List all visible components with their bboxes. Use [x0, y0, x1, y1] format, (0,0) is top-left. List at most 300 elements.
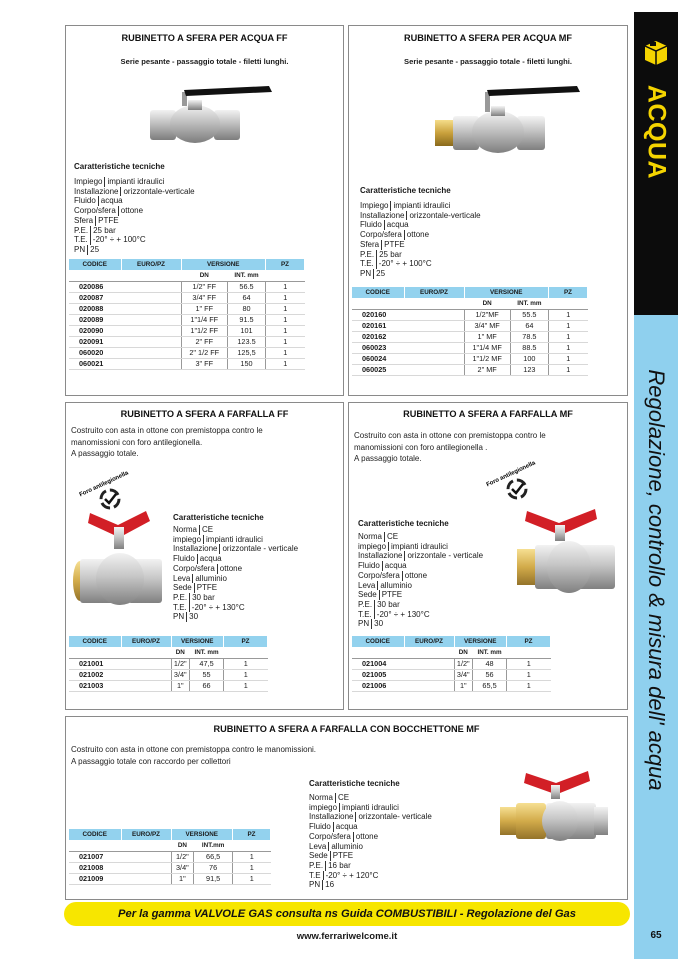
column-subheader-int: INT. mm: [473, 647, 507, 658]
spec-row: [74, 235, 195, 245]
footer-gas-banner: Per la gamma VALVOLE GAS consulta ns Guida COMBUSTIBILI - Regolazione del Gas: [64, 902, 630, 926]
cell-codice: 021008: [69, 862, 121, 873]
spec-row: [358, 581, 483, 591]
spec-row: [309, 822, 432, 832]
cell-codice: 020162: [352, 331, 404, 342]
cell-pz: 1: [266, 292, 305, 303]
column-header-pz: PZ: [224, 636, 268, 647]
cell-pz: 1: [224, 680, 268, 691]
column-subheader-dn: DN: [181, 270, 228, 281]
cell-pz: 1: [507, 680, 551, 691]
cell-int: 66,5: [194, 851, 233, 862]
column-subheader-int: INT. mm: [190, 647, 224, 658]
spec-key: PN: [358, 619, 372, 629]
column-header-euro: EURO/PZ: [121, 829, 171, 840]
spec-value: orizzontale- verticale: [358, 812, 432, 822]
cell-dn: 3/4" FF: [181, 292, 228, 303]
spec-row: [173, 603, 298, 613]
cell-pz: 1: [266, 336, 305, 347]
spec-row: [309, 803, 432, 813]
column-header-pz: PZ: [266, 259, 305, 270]
spec-key: Sede: [358, 590, 380, 600]
spec-row: [74, 245, 195, 255]
svg-text:Foro antilegionella: Foro antilegionella: [485, 460, 537, 489]
product-table: [69, 259, 305, 370]
panel-title: RUBINETTO A SFERA A FARFALLA FF: [120, 409, 289, 419]
spec-value: alluminio: [380, 580, 412, 590]
column-subheader-int: INT. mm: [510, 298, 548, 309]
cell-codice: 060021: [69, 358, 121, 369]
cell-codice: 021001: [69, 658, 121, 669]
spec-key: P.E.: [358, 600, 375, 610]
cell-dn: 2" FF: [181, 336, 228, 347]
spec-row: [173, 564, 298, 574]
cell-int: 47,5: [190, 658, 224, 669]
cell-codice: 021004: [352, 658, 404, 669]
spec-key: T.E: [309, 871, 324, 881]
cell-int: 64: [228, 292, 266, 303]
table-row: [69, 862, 271, 873]
table-row: [352, 658, 551, 669]
tech-specs-title: Caratteristiche tecniche: [309, 779, 400, 788]
column-subheader-dn: DN: [171, 647, 190, 658]
page-number: 65: [650, 930, 662, 941]
spec-key: Fluido: [74, 196, 99, 206]
cell-dn: 2" MF: [464, 364, 510, 375]
panel-subtitle: Serie pesante - passaggio totale - filetti lunghi.: [120, 57, 289, 66]
spec-key: Norma: [173, 525, 200, 535]
spec-row: [358, 590, 483, 600]
spec-key: PN: [360, 269, 374, 279]
section-title-vertical: Regolazione, controllo & misura dell' acqua: [644, 369, 669, 791]
column-header-codice: CODICE: [69, 636, 121, 647]
tech-specs-list: [309, 793, 432, 890]
cell-int: 100: [510, 353, 548, 364]
cell-dn: 1/2": [171, 658, 190, 669]
spec-row: [360, 269, 481, 279]
cell-pz: 1: [549, 309, 588, 320]
cell-dn: 1" FF: [181, 303, 228, 314]
cell-pz: 1: [224, 658, 268, 669]
cell-pz: 1: [549, 364, 588, 375]
cell-dn: 1/2" FF: [181, 281, 228, 292]
column-subheader-dn: DN: [464, 298, 510, 309]
cell-codice: 060020: [69, 347, 121, 358]
panel-title: RUBINETTO A SFERA A FARFALLA CON BOCCHETTONE MF: [213, 724, 480, 734]
spec-key: Leva: [309, 842, 329, 852]
cell-dn: 3/4" MF: [464, 320, 510, 331]
spec-row: [309, 861, 432, 871]
panel-title: RUBINETTO A SFERA PER ACQUA FF: [121, 33, 288, 43]
spec-value: orizzontale-verticale: [409, 210, 481, 220]
spec-row: [74, 187, 195, 197]
spec-key: Norma: [358, 532, 385, 542]
spec-row: [309, 812, 432, 822]
spec-row: [309, 871, 432, 881]
spec-value: -20° ÷ + 100°C: [92, 235, 146, 245]
cell-codice: 021009: [69, 873, 121, 884]
cell-dn: 1": [171, 873, 194, 884]
column-header-euro: EURO/PZ: [121, 259, 181, 270]
spec-value: alluminio: [331, 841, 363, 851]
spec-value: impianti idraulici: [206, 534, 263, 544]
cell-codice: 060024: [352, 353, 404, 364]
spec-key: T.E.: [173, 603, 190, 613]
tech-specs-list: [173, 525, 298, 622]
table-row: [69, 873, 271, 884]
spec-row: [309, 842, 432, 852]
spec-row: [173, 612, 298, 622]
column-header-versione: VERSIONE: [464, 287, 549, 298]
cell-dn: 2" 1/2 FF: [181, 347, 228, 358]
spec-key: impiego: [173, 535, 204, 545]
spec-value: acqua: [100, 196, 123, 206]
spec-key: Corpo/sfera: [309, 832, 354, 842]
table-row: [69, 358, 305, 369]
cell-pz: 1: [266, 325, 305, 336]
cell-int: 56: [473, 669, 507, 680]
table-row: [69, 292, 305, 303]
cell-dn: 3/4": [171, 862, 194, 873]
cell-codice: 020161: [352, 320, 404, 331]
spec-key: P.E.: [173, 593, 190, 603]
spec-row: [358, 610, 483, 620]
spec-row: [360, 201, 481, 211]
spec-row: [360, 240, 481, 250]
spec-key: PN: [173, 612, 187, 622]
product-table: [69, 636, 268, 692]
spec-row: [309, 851, 432, 861]
spec-value: 25: [376, 268, 386, 278]
cell-int: 76: [194, 862, 233, 873]
cell-int: 91,5: [194, 873, 233, 884]
spec-value: alluminio: [195, 573, 227, 583]
spec-key: Fluido: [358, 561, 383, 571]
cell-int: 56.5: [228, 281, 266, 292]
spec-row: [360, 230, 481, 240]
cell-codice: 060023: [352, 342, 404, 353]
spec-value: -20° ÷ + 120°C: [325, 870, 379, 880]
table-row: [69, 851, 271, 862]
cell-dn: 1"1/4 FF: [181, 314, 228, 325]
cell-int: 80: [228, 303, 266, 314]
table-row: [69, 281, 305, 292]
svg-text:Foro antilegionella: Foro antilegionella: [78, 470, 130, 499]
spec-key: Corpo/sfera: [173, 564, 218, 574]
column-subheader-int: INT. mm: [228, 270, 266, 281]
butterfly-valve-ff-image: [70, 503, 170, 611]
spec-row: [309, 880, 432, 890]
cell-pz: 1: [266, 358, 305, 369]
spec-row: [358, 551, 483, 561]
spec-value: orizzontale - verticale: [407, 551, 484, 561]
spec-value: impianti idraulici: [393, 201, 451, 210]
cell-codice: 020160: [352, 309, 404, 320]
spec-value: 30: [374, 619, 384, 629]
spec-value: 16: [325, 880, 335, 890]
spec-key: T.E.: [74, 235, 91, 245]
spec-value: PTFE: [98, 215, 119, 225]
spec-value: ottone: [355, 831, 379, 841]
panel-butterfly-valve-mf: [348, 402, 628, 710]
column-header-codice: CODICE: [69, 259, 121, 270]
cell-pz: 1: [549, 320, 588, 331]
spec-value: PTFE: [381, 590, 403, 600]
table-row: [69, 314, 305, 325]
spec-row: [309, 832, 432, 842]
cell-pz: 1: [266, 281, 305, 292]
tech-specs-list: [360, 201, 481, 279]
spec-value: -20° ÷ + 100°C: [378, 259, 432, 269]
spec-row: [358, 561, 483, 571]
spec-row: [358, 532, 483, 542]
spec-key: PN: [309, 880, 323, 890]
cell-pz: 1: [266, 314, 305, 325]
cell-pz: 1: [233, 862, 271, 873]
column-header-pz: PZ: [507, 636, 551, 647]
spec-key: Impiego: [74, 177, 105, 187]
column-header-versione: VERSIONE: [181, 259, 266, 270]
cell-dn: 1": [454, 680, 473, 691]
cell-pz: 1: [224, 669, 268, 680]
spec-row: [360, 250, 481, 260]
spec-key: Installazione: [173, 544, 220, 554]
spec-key: Corpo/sfera: [74, 206, 119, 216]
table-row: [69, 658, 268, 669]
spec-row: [360, 211, 481, 221]
cell-codice: 021007: [69, 851, 121, 862]
spec-row: [173, 535, 298, 545]
column-header-codice: CODICE: [69, 829, 121, 840]
spec-row: [358, 619, 483, 629]
cell-int: 48: [473, 658, 507, 669]
cell-int: 101: [228, 325, 266, 336]
spec-value: CE: [202, 525, 214, 534]
spec-key: Installazione: [358, 551, 405, 561]
spec-key: Fluido: [173, 554, 198, 564]
category-sidebar: [634, 0, 678, 959]
tech-specs-title: Caratteristiche tecniche: [358, 519, 449, 528]
panel-butterfly-valve-union-mf: [65, 716, 628, 900]
spec-row: [360, 220, 481, 230]
column-header-pz: PZ: [549, 287, 588, 298]
table-row: [352, 353, 588, 364]
table-row: [69, 347, 305, 358]
product-table: [69, 829, 271, 885]
panel-description: Costruito con asta in ottone con premistoppa contro le manomissioni con foro antilegionella . A passaggio totale.: [354, 431, 546, 463]
column-header-pz: PZ: [233, 829, 271, 840]
spec-key: Sfera: [360, 240, 382, 250]
spec-value: acqua: [384, 561, 407, 571]
cell-dn: 1"1/2 FF: [181, 325, 228, 336]
spec-value: CE: [387, 532, 399, 541]
spec-value: ottone: [404, 570, 428, 580]
spec-value: PTFE: [196, 583, 218, 593]
cell-dn: 3" FF: [181, 358, 228, 369]
spec-row: [173, 554, 298, 564]
column-header-codice: CODICE: [352, 287, 404, 298]
cell-int: 55: [190, 669, 224, 680]
cell-pz: 1: [233, 851, 271, 862]
spec-value: -20° ÷ + 130°C: [191, 602, 245, 612]
tech-specs-list: [74, 177, 195, 255]
cell-codice: 020089: [69, 314, 121, 325]
spec-key: impiego: [358, 542, 389, 552]
spec-key: Leva: [173, 574, 193, 584]
spec-key: Installazione: [309, 812, 356, 822]
valve-ff-image: [144, 80, 274, 150]
cell-codice: 021002: [69, 669, 121, 680]
column-subheader-dn: DN: [454, 647, 473, 658]
table-row: [352, 364, 588, 375]
column-subheader-int: INT.mm: [194, 840, 233, 851]
spec-key: Norma: [309, 793, 336, 803]
spec-key: PN: [74, 245, 88, 255]
product-table: [352, 287, 588, 376]
cell-pz: 1: [266, 347, 305, 358]
panel-title: RUBINETTO A SFERA A FARFALLA MF: [403, 409, 573, 419]
table-row: [352, 669, 551, 680]
spec-value: ottone: [406, 230, 430, 240]
spec-key: Corpo/sfera: [360, 230, 405, 240]
tech-specs-title: Caratteristiche tecniche: [173, 513, 264, 522]
column-subheader-dn: DN: [171, 840, 194, 851]
cell-dn: 1/2": [171, 851, 194, 862]
spec-value: acqua: [335, 822, 358, 832]
spec-value: orizzontale-verticale: [123, 186, 195, 196]
cell-int: 78.5: [510, 331, 548, 342]
cell-dn: 1": [171, 680, 190, 691]
water-tank-icon: [641, 38, 671, 66]
panel-ball-valve-mf: [348, 25, 628, 396]
table-row: [69, 680, 268, 691]
cell-codice: 060025: [352, 364, 404, 375]
cell-int: 150: [228, 358, 266, 369]
table-row: [352, 309, 588, 320]
spec-key: Sede: [309, 851, 331, 861]
spec-row: [74, 226, 195, 236]
column-header-codice: CODICE: [352, 636, 404, 647]
cell-codice: 021005: [352, 669, 404, 680]
column-header-euro: EURO/PZ: [404, 636, 454, 647]
cell-codice: 020091: [69, 336, 121, 347]
cell-pz: 1: [549, 342, 588, 353]
spec-value: PTFE: [332, 851, 354, 861]
spec-value: PTFE: [384, 239, 405, 249]
spec-value: orizzontale - verticale: [222, 544, 299, 554]
panel-description: Costruito con asta in ottone con premistoppa contro le manomissioni con foro antilegionella. A passaggio totale.: [71, 426, 263, 458]
column-header-versione: VERSIONE: [454, 636, 507, 647]
valve-mf-image: [433, 80, 583, 162]
panel-ball-valve-ff: [65, 25, 344, 396]
tech-specs-list: [358, 532, 483, 629]
spec-value: 25: [90, 244, 100, 254]
cell-int: 65,5: [473, 680, 507, 691]
cell-dn: 1/2"MF: [464, 309, 510, 320]
cell-dn: 3/4": [171, 669, 190, 680]
cell-dn: 1"1/4 MF: [464, 342, 510, 353]
spec-value: CE: [338, 793, 350, 802]
butterfly-valve-mf-image: [513, 499, 623, 599]
spec-key: Installazione: [360, 211, 407, 221]
spec-row: [173, 525, 298, 535]
spec-value: impianti idraulici: [391, 541, 448, 551]
cell-pz: 1: [549, 331, 588, 342]
spec-value: 25 bar: [93, 225, 116, 235]
spec-key: Sede: [173, 583, 195, 593]
cell-int: 123.5: [228, 336, 266, 347]
spec-key: T.E.: [360, 259, 377, 269]
spec-key: P.E.: [309, 861, 326, 871]
product-table: [352, 636, 551, 692]
spec-value: 30 bar: [377, 599, 400, 609]
spec-key: Installazione: [74, 187, 121, 197]
cell-codice: 020086: [69, 281, 121, 292]
column-header-euro: EURO/PZ: [404, 287, 464, 298]
spec-row: [74, 206, 195, 216]
cell-dn: 3/4": [454, 669, 473, 680]
spec-row: [173, 583, 298, 593]
table-row: [352, 680, 551, 691]
cell-pz: 1: [266, 303, 305, 314]
spec-row: [358, 571, 483, 581]
cell-int: 125,5: [228, 347, 266, 358]
cell-codice: 020088: [69, 303, 121, 314]
spec-value: impianti idraulici: [342, 802, 399, 812]
spec-row: [74, 177, 195, 187]
cell-int: 91.5: [228, 314, 266, 325]
spec-key: T.E.: [358, 610, 375, 620]
spec-value: ottone: [120, 206, 144, 216]
table-row: [69, 303, 305, 314]
panel-title: RUBINETTO A SFERA PER ACQUA MF: [403, 33, 573, 43]
cell-dn: 1" MF: [464, 331, 510, 342]
spec-key: Leva: [358, 581, 378, 591]
column-header-versione: VERSIONE: [171, 829, 233, 840]
cell-int: 88.5: [510, 342, 548, 353]
panel-subtitle: Serie pesante - passaggio totale - filetti lunghi.: [404, 57, 572, 66]
table-row: [69, 325, 305, 336]
spec-value: 30 bar: [192, 592, 215, 602]
cell-dn: 1"1/2 MF: [464, 353, 510, 364]
cell-codice: 021006: [352, 680, 404, 691]
footer-website-link[interactable]: www.ferrariwelcome.it: [296, 931, 398, 942]
panel-description: Costruito con asta in ottone con premistoppa contro le manomissioni. A passaggio totale con raccordo per collettori: [71, 745, 317, 766]
spec-row: [173, 574, 298, 584]
spec-value: acqua: [386, 220, 409, 230]
cell-pz: 1: [507, 669, 551, 680]
tech-specs-title: Caratteristiche tecniche: [360, 186, 451, 195]
spec-row: [309, 793, 432, 803]
category-label: ACQUA: [642, 84, 671, 180]
spec-row: [173, 593, 298, 603]
cell-dn: 1/2": [454, 658, 473, 669]
panel-butterfly-valve-ff: [65, 402, 344, 710]
spec-key: P.E.: [74, 226, 91, 236]
spec-key: Fluido: [309, 822, 334, 832]
cell-codice: 021003: [69, 680, 121, 691]
table-row: [69, 669, 268, 680]
table-row: [352, 342, 588, 353]
cell-int: 55.5: [510, 309, 548, 320]
spec-value: -20° ÷ + 130°C: [376, 609, 430, 619]
spec-value: ottone: [219, 563, 243, 573]
cell-codice: 020090: [69, 325, 121, 336]
column-header-versione: VERSIONE: [171, 636, 224, 647]
tech-specs-title: Caratteristiche tecniche: [74, 162, 165, 171]
spec-value: 16 bar: [328, 860, 351, 870]
cell-pz: 1: [549, 353, 588, 364]
